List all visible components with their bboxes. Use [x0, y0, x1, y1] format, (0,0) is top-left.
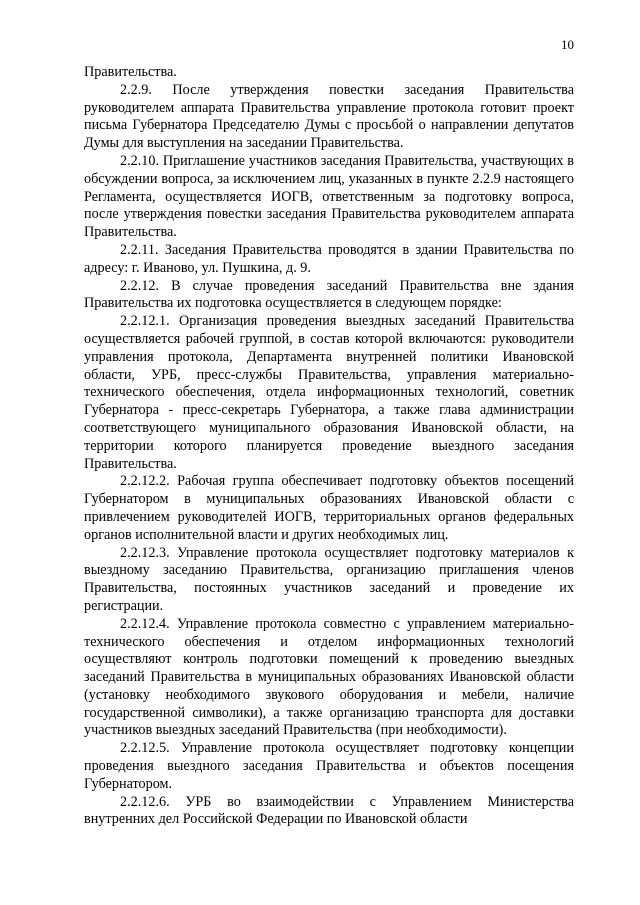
paragraph-2-2-12: 2.2.12. В случае проведения заседаний Правительства вне здания Правительства их подготовка осуществляется в следующем порядке: [84, 277, 574, 312]
paragraph-continuation: Правительства. [84, 64, 177, 80]
paragraph-2-2-12-1: 2.2.12.1. Организация проведения выездных заседаний Правительства осуществляется рабочей группой, в состав которой включаются: руководители управления протокола, Департамента внутренней политики Ивановской области, УРБ, пресс-службы Правительства, управления материально-технического обеспечения, отдела информационных технологий, советник Губернатора - пресс-секретарь Губернатора, а также глава администрации соответствующего муниципального образования Ивановской области, на территории которого планируется проведение выездного заседания Правительства. [84, 313, 574, 472]
paragraph-2-2-12-3: 2.2.12.3. Управление протокола осуществляет подготовку материалов к выездному заседанию Правительства, организацию приглашения членов Правительства, постоянных участников заседаний и проведение их регистрации. [84, 544, 574, 614]
paragraph-2-2-9: 2.2.9. После утверждения повестки заседания Правительства руководителем аппарата Правительства управление протокола готовит проект письма Губернатора Председателю Думы с просьбой о направлении депутатов Думы для выступления на заседании Правительства. [84, 81, 574, 152]
paragraph-2-2-12-6: 2.2.12.6. УРБ во взаимодействии с Управлением Министерства внутренних дел Российской Федерации по Ивановской области [84, 793, 574, 828]
paragraph-2-2-11: 2.2.11. Заседания Правительства проводятся в здании Правительства по адресу: г. Иваново, ул. Пушкина, д. 9. [84, 241, 574, 276]
page-number: 10 [561, 37, 574, 52]
paragraph-2-2-12-2: 2.2.12.2. Рабочая группа обеспечивает подготовку объектов посещений Губернатором в муниципальных образованиях Ивановской области с привлечением руководителей ИОГВ, территориальных органов федеральных органов исполнительной власти и других необходимых лиц. [84, 473, 574, 543]
paragraph-2-2-12-4: 2.2.12.4. Управление протокола совместно с управлением материально-технического обеспечения и отделом информационных технологий осуществляют контроль подготовки помещений к проведению выездных заседаний Правительства в муниципальных образованиях Ивановской области (установку необходимого звукового оборудования и мебели, наличие государственной символики), а также организацию транспорта для доставки участников выездных заседаний Правительства (при необходимости). [84, 615, 574, 739]
document-body [84, 64, 574, 829]
paragraph-2-2-12-5: 2.2.12.5. Управление протокола осуществляет подготовку концепции проведения выездного заседания Правительства и объектов посещения Губернатором. [84, 740, 574, 792]
paragraph-2-2-10: 2.2.10. Приглашение участников заседания Правительства, участвующих в обсуждении вопроса, за исключением лиц, указанных в пункте 2.2.9 настоящего Регламента, осуществляется ИОГВ, ответственным за подготовку вопроса, после утверждения повестки заседания Правительства руководителем аппарата Правительства. [84, 152, 574, 241]
